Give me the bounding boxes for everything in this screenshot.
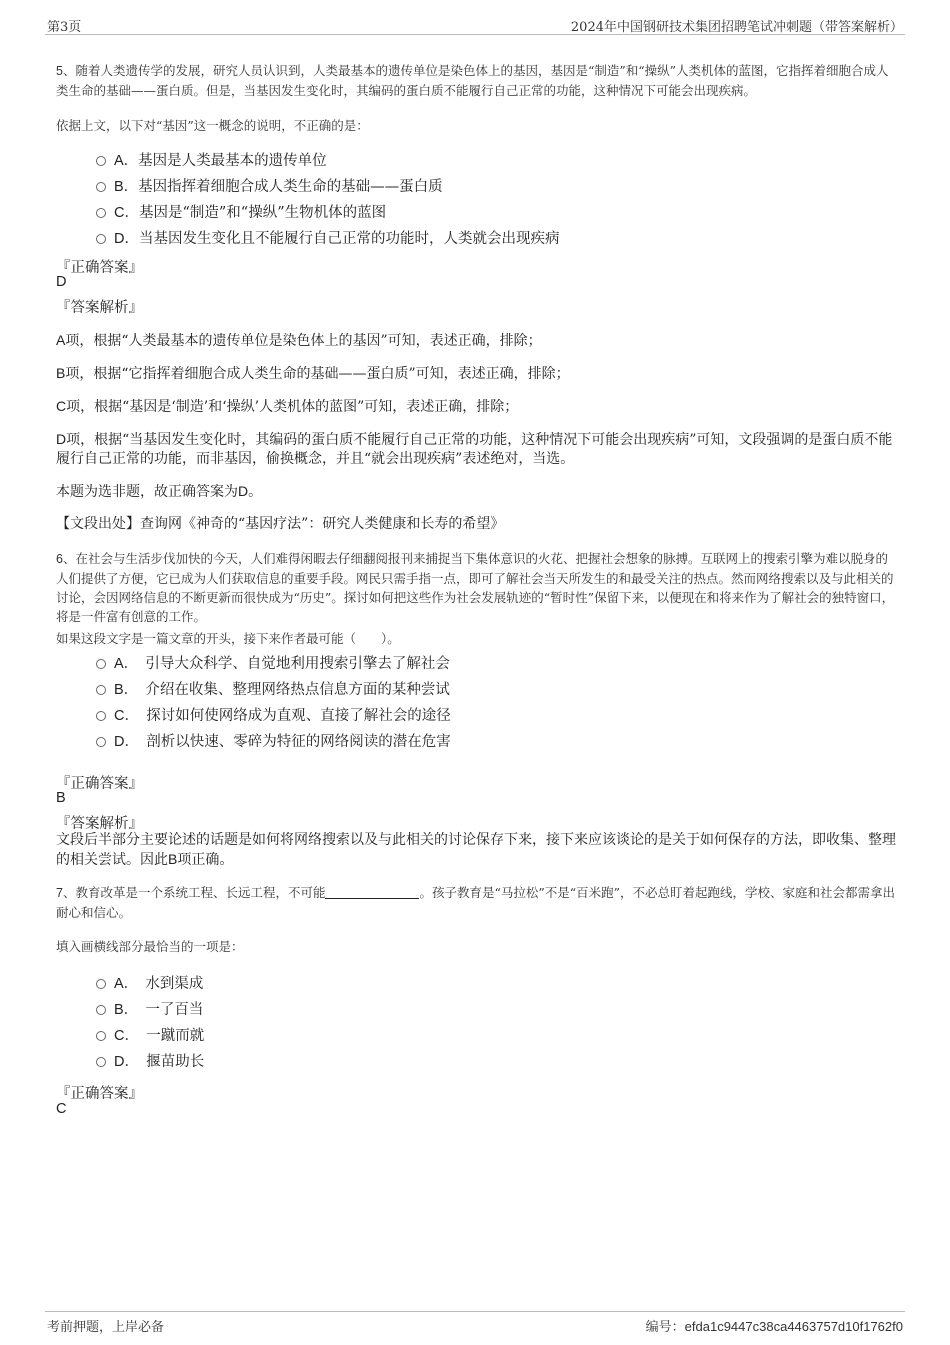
document-code: 编号：efda1c9447c38ca4463757d10f1762f0 bbox=[645, 1319, 903, 1335]
q6-analysis: 文段后半部分主要论述的话题是如何将网络搜索以及与此相关的讨论保存下来，接下来应该谈论的是关于如何保存的方法，即收集、整理的相关尝试。因此B项正确。 bbox=[56, 832, 896, 868]
radio-icon[interactable] bbox=[96, 1031, 106, 1041]
q5-option-a[interactable]: A．基因是人类最基本的遗传单位 bbox=[96, 149, 327, 169]
page-header bbox=[45, 14, 905, 35]
radio-icon[interactable] bbox=[96, 979, 106, 989]
q7-prompt: 填入画横线部分最恰当的一项是： bbox=[56, 939, 244, 954]
radio-icon[interactable] bbox=[96, 1057, 106, 1067]
q7-option-c[interactable]: C． 一蹴而就 bbox=[96, 1024, 204, 1044]
q7-answer: C bbox=[56, 1101, 67, 1117]
q5-option-d[interactable]: D．当基因发生变化且不能履行自己正常的功能时，人类就会出现疾病 bbox=[96, 227, 559, 247]
radio-icon[interactable] bbox=[96, 685, 106, 695]
q5-analysis-a: A项，根据“人类最基本的遗传单位是染色体上的基因”可知，表述正确，排除； bbox=[56, 332, 542, 349]
q6-option-d[interactable]: D． 剖析以快速、零碎为特征的网络阅读的潜在危害 bbox=[96, 730, 451, 750]
q6-option-a[interactable]: A． 引导大众科学、自觉地利用搜索引擎去了解社会 bbox=[96, 652, 450, 672]
q7-option-a[interactable]: A． 水到渠成 bbox=[96, 972, 203, 992]
document-title: 2024年中国钢研技术集团招聘笔试冲刺题（带答案解析） bbox=[570, 20, 903, 35]
radio-icon[interactable] bbox=[96, 234, 106, 244]
page-footer bbox=[45, 1311, 905, 1335]
q7-option-b[interactable]: B． 一了百当 bbox=[96, 998, 203, 1018]
radio-icon[interactable] bbox=[96, 156, 106, 166]
q5-conclusion: 本题为选非题，故正确答案为D。 bbox=[56, 483, 263, 500]
q5-prompt: 依据上文，以下对“基因”这一概念的说明，不正确的是： bbox=[56, 118, 369, 133]
radio-icon[interactable] bbox=[96, 182, 106, 192]
q7-option-d[interactable]: D． 揠苗助长 bbox=[96, 1050, 204, 1070]
q6-option-c[interactable]: C． 探讨如何使网络成为直观、直接了解社会的途径 bbox=[96, 704, 451, 724]
q5-analysis-d: D项，根据“当基因发生变化时，其编码的蛋白质不能履行自己正常的功能，这种情况下可能会出现疾病”可知，文段强调的是蛋白质不能履行自己正常的功能，而非基因，偷换概念，并且“就会出现疾病”表述绝对，当选。 bbox=[56, 431, 893, 467]
q5-analysis-b: B项，根据“它指挥着细胞合成人类生命的基础——蛋白质”可知，表述正确，排除； bbox=[56, 365, 570, 382]
q6-answer: B bbox=[56, 790, 66, 806]
q7-answer-label: 『正确答案』 bbox=[56, 1086, 143, 1102]
radio-icon[interactable] bbox=[96, 711, 106, 721]
q5-option-c[interactable]: C．基因是“制造”和“操纵”生物机体的蓝图 bbox=[96, 201, 386, 221]
radio-icon[interactable] bbox=[96, 659, 106, 669]
q6-answer-label: 『正确答案』 bbox=[56, 776, 143, 792]
q7-stem: 7、教育改革是一个系统工程、长远工程，不可能 。孩子教育是“马拉松”不是“百米跑”，不必总盯着起跑线，学校、家庭和社会都需拿出耐心和信心。 bbox=[56, 885, 896, 920]
q5-answer-label: 『正确答案』 bbox=[56, 260, 143, 276]
q5-option-b[interactable]: B．基因指挥着细胞合成人类生命的基础——蛋白质 bbox=[96, 175, 443, 195]
q6-option-b[interactable]: B． 介绍在收集、整理网络热点信息方面的某种尝试 bbox=[96, 678, 450, 698]
q5-analysis-c: C项，根据“基因是‘制造’和‘操纵’人类机体的蓝图”可知，表述正确，排除； bbox=[56, 398, 519, 415]
q5-stem: 5、随着人类遗传学的发展，研究人员认识到，人类最基本的遗传单位是染色体上的基因，基因是“制造”和“操纵”人类机体的蓝图，它指挥着细胞合成人类生命的基础——蛋白质。但是，当基因发生变化时，其编码的蛋白质不能履行自己正常的功能，这种情况下可能会出现疾病。 bbox=[56, 63, 889, 98]
q5-source: 【文段出处】查询网《神奇的“基因疗法”：研究人类健康和长寿的希望》 bbox=[56, 516, 505, 532]
q6-stem: 6、在社会与生活步伐加快的今天，人们难得闲暇去仔细翻阅报刊来捕捉当下集体意识的火花、把握社会想象的脉搏。互联网上的搜索引擎为难以脱身的人们提供了方便，它已成为人们获取信息的重要手段。网民只需手指一点，即可了解社会当天所发生的和最受关注的热点。然而网络搜索以及与此相关的讨论，会因网络信息的不断更新而很快成为“历史”。探讨如何把这些作为社会发展轨迹的“暂时性”保留下来，以便现在和将来作为了解社会的独特窗口，将是一件富有创意的工作。 bbox=[56, 551, 895, 624]
q6-analysis-label: 『答案解析』 bbox=[56, 816, 143, 832]
q6-prompt: 如果这段文字是一篇文章的开头，接下来作者最可能（ ）。 bbox=[56, 631, 400, 646]
radio-icon[interactable] bbox=[96, 737, 106, 747]
radio-icon[interactable] bbox=[96, 1005, 106, 1015]
q5-analysis-label: 『答案解析』 bbox=[56, 300, 143, 316]
q5-answer: D bbox=[56, 274, 67, 290]
page-number: 第3页 bbox=[47, 20, 82, 35]
fill-blank bbox=[325, 886, 419, 899]
footer-slogan: 考前押题，上岸必备 bbox=[47, 1320, 165, 1335]
radio-icon[interactable] bbox=[96, 208, 106, 218]
